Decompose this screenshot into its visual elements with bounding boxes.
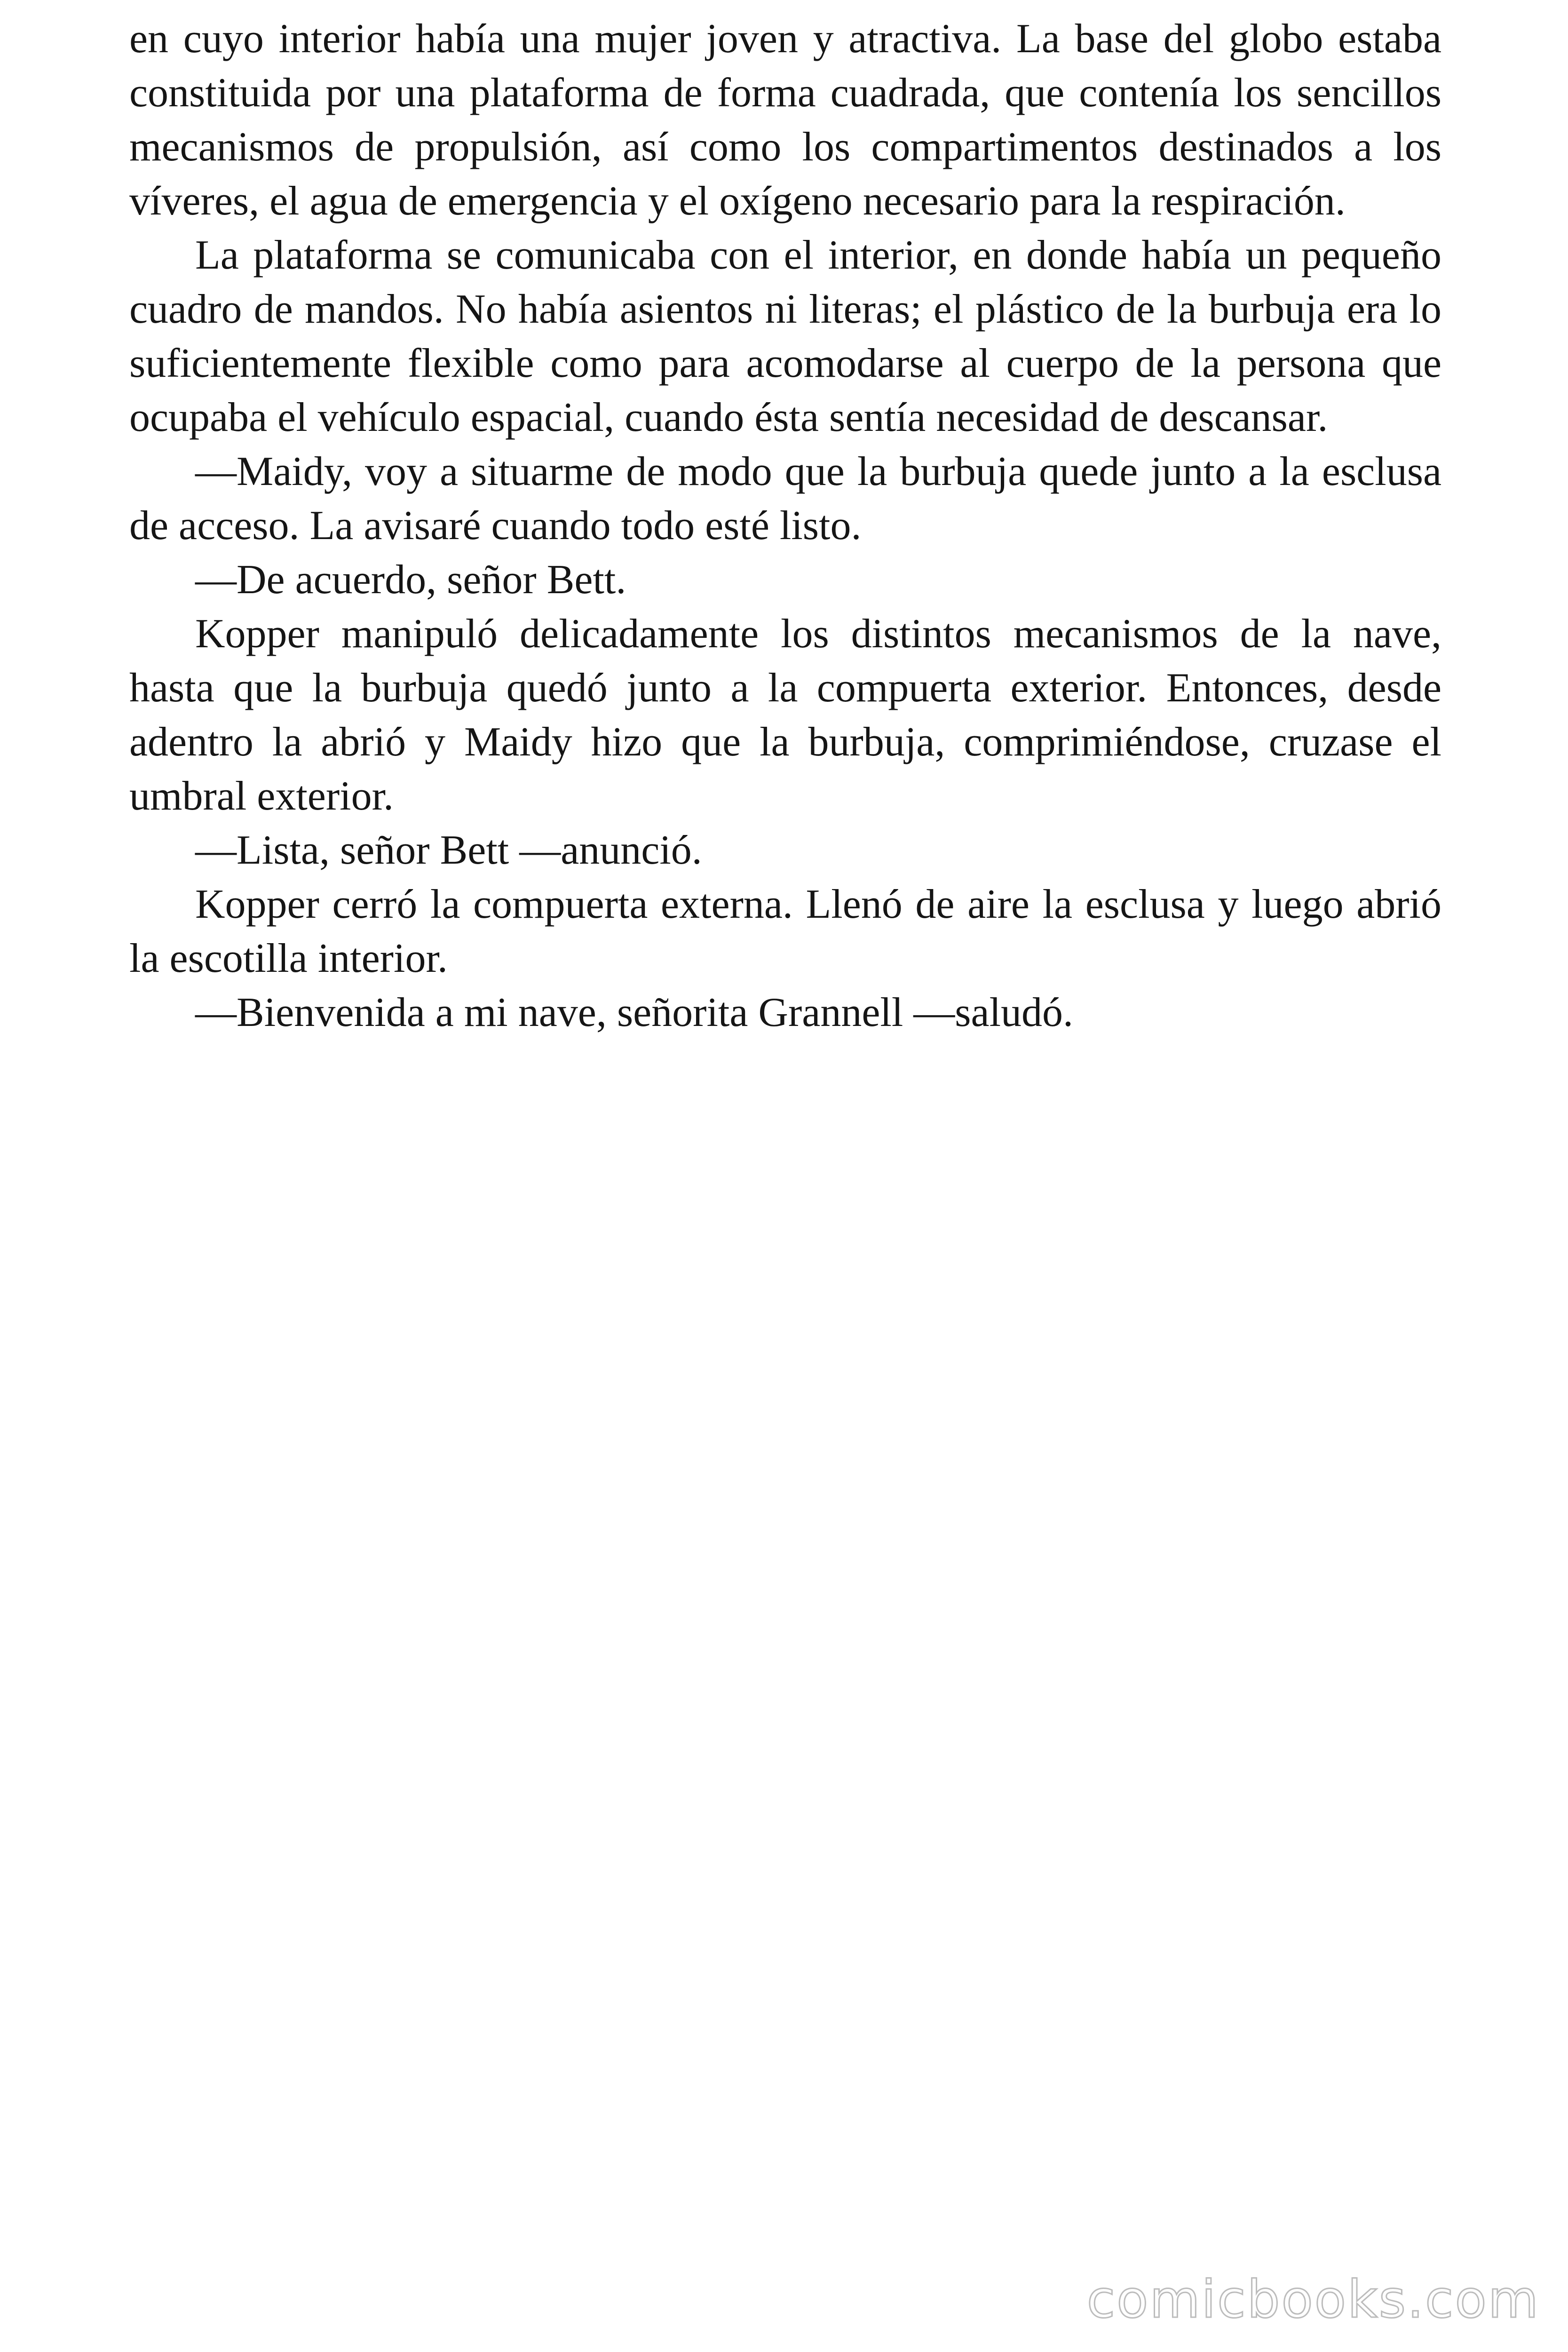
body-text	[129, 12, 1441, 1040]
paragraph: —Lista, señor Bett —anunció.	[195, 827, 702, 873]
paragraph: —Maidy, voy a situarme de modo que la burbuja quede junto a la esclusa de acceso. La avisaré cuando todo esté listo.	[129, 449, 1441, 548]
paragraph: La plataforma se comunicaba con el interior, en donde había un pequeño cuadro de mandos. No había asientos ni literas; el plástico de la burbuja era lo suficientemente flexible como para acomodarse al cuerpo de la persona que ocupaba el vehículo espacial, cuando ésta sentía necesidad de descansar.	[129, 232, 1441, 440]
paragraph: —De acuerdo, señor Bett.	[195, 557, 626, 603]
watermark: comicbooks.com	[1086, 2269, 1540, 2329]
paragraph: en cuyo interior había una mujer joven y atractiva. La base del globo estaba constituida por una plataforma de forma cuadrada, que contenía los sencillos mecanismos de propulsión, así como los compartimentos destinados a los víveres, el agua de emergencia y el oxígeno necesario para la respiración.	[129, 16, 1441, 224]
paragraph: —Bienvenida a mi nave, señorita Grannell —saludó.	[195, 990, 1074, 1035]
paragraph: Kopper cerró la compuerta externa. Llenó de aire la esclusa y luego abrió la escotilla interior.	[129, 882, 1441, 981]
paragraph: Kopper manipuló delicadamente los distintos mecanismos de la nave, hasta que la burbuja quedó junto a la compuerta exterior. Entonces, desde adentro la abrió y Maidy hizo que la burbuja, comprimiéndose, cruzase el umbral exterior.	[129, 611, 1441, 819]
